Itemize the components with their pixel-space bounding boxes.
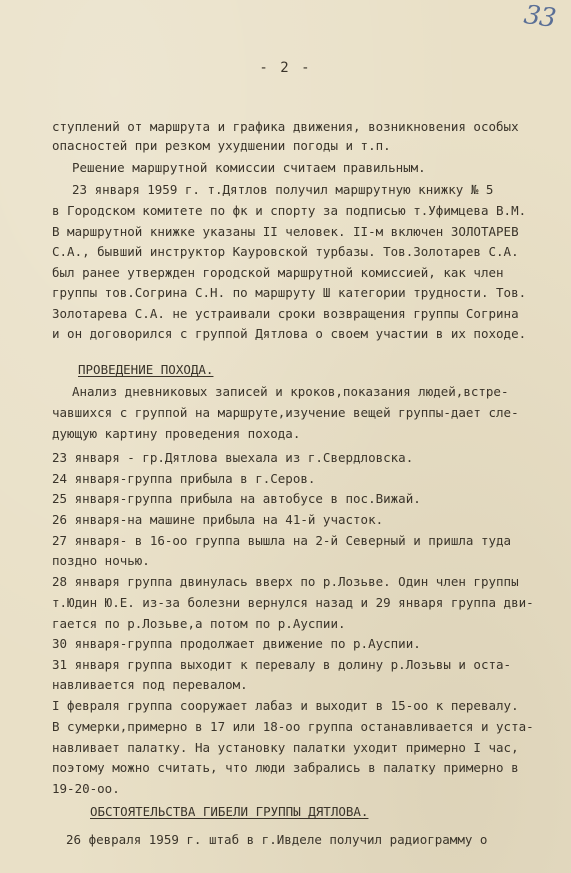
text-line: Золотарева С.А. не устраивали сроки возвращения группы Согрина — [52, 306, 519, 321]
archive-page-number: 33 — [521, 0, 557, 35]
text-line: дующую картину проведения похода. — [52, 426, 301, 441]
text-line: и он договорился с группой Дятлова о своем участии в их походе. — [52, 326, 527, 341]
text-line: 28 января группа двинулась вверх по р.Лозьве. Один член группы — [52, 574, 519, 589]
text-line: в Городском комитете по фк и спорту за подписью т.Уфимцева В.М. — [52, 203, 527, 218]
text-line: В сумерки,примерно в 17 или 18-оо группа останавливается и уста- — [52, 719, 534, 734]
text-line: т.Юдин Ю.Е. из-за болезни вернулся назад и 29 января группа дви- — [52, 595, 534, 610]
text-line: 27 января- в 16-оо группа вышла на 2-й Северный и пришла туда — [52, 533, 512, 548]
text-line: С.А., бывший инструктор Кауровской турбазы. Тов.Золотарев С.А. — [52, 244, 519, 259]
text-line: группы тов.Согрина С.Н. по маршруту Ш категории трудности. Тов. — [52, 285, 527, 300]
text-line: 24 января-группа прибыла в г.Серов. — [52, 471, 316, 486]
text-line: 26 февраля 1959 г. штаб в г.Ивделе получил радиограмму о — [66, 832, 488, 847]
text-line: 25 января-группа прибыла на автобусе в пос.Вижай. — [52, 491, 421, 506]
text-line: опасностей при резком ухудшении погоды и т.п. — [52, 138, 391, 153]
text-line: 30 января-группа продолжает движение по р.Ауспии. — [52, 636, 421, 651]
text-line: 19-20-оо. — [52, 781, 120, 796]
text-line: чавшихся с группой на маршруте,изучение вещей группы-дает сле- — [52, 405, 519, 420]
text-line: поэтому можно считать, что люди забрались в палатку примерно в — [52, 760, 519, 775]
text-line: был ранее утвержден городской маршрутной комиссией, как член — [52, 265, 504, 280]
text-line: навливается под перевалом. — [52, 677, 248, 692]
section-heading-circumstances: ОБСТОЯТЕЛЬСТВА ГИБЕЛИ ГРУППЫ ДЯТЛОВА. — [90, 804, 369, 819]
section-heading-expedition: ПРОВЕДЕНИЕ ПОХОДА. — [78, 362, 214, 377]
text-line: 31 января группа выходит к перевалу в долину р.Лозьвы и оста- — [52, 657, 512, 672]
page-number: - 2 - — [259, 60, 312, 76]
text-line: поздно ночью. — [52, 553, 150, 568]
text-line: I февраля группа сооружает лабаз и выходит в 15-оо к перевалу. — [52, 698, 519, 713]
text-line: ступлений от маршрута и графика движения, возникновения особых — [52, 119, 519, 134]
text-line: 23 января - гр.Дятлова выехала из г.Свердловска. — [52, 450, 414, 465]
text-line: Анализ дневниковых записей и кроков,показания людей,встре- — [72, 384, 509, 399]
text-line: Решение маршрутной комиссии считаем правильным. — [72, 160, 426, 175]
text-line: 26 января-на машине прибыла на 41-й участок. — [52, 512, 384, 527]
text-line: В маршрутной книжке указаны II человек. II-м включен ЗОЛОТАРЕВ — [52, 224, 519, 239]
text-line: гается по р.Лозьве,а потом по р.Ауспии. — [52, 616, 346, 631]
text-line: навливает палатку. На установку палатки уходит примерно I час, — [52, 740, 519, 755]
text-line: 23 января 1959 г. т.Дятлов получил маршрутную книжку № 5 — [72, 182, 494, 197]
